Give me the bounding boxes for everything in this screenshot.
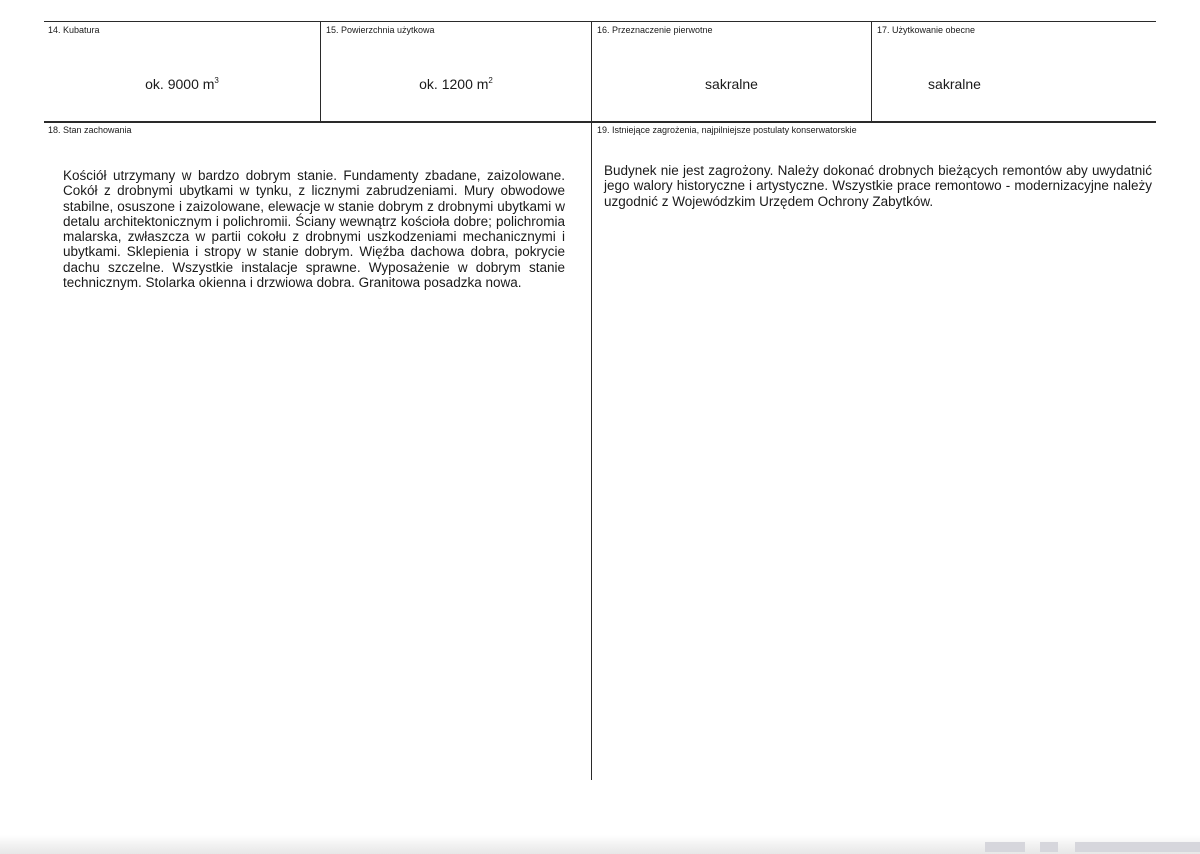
col-divider-1 — [320, 21, 321, 121]
col-divider-2 — [591, 21, 592, 780]
scan-mark-2 — [1040, 842, 1058, 852]
field-17-label: 17. Użytkowanie obecne — [877, 25, 976, 35]
scan-mark-3 — [1075, 842, 1200, 852]
field-15-value — [321, 76, 591, 92]
field-15-exponent: 2 — [488, 76, 493, 85]
field-15-label: 15. Powierzchnia użytkowa — [326, 25, 435, 35]
scan-mark-1 — [985, 842, 1025, 852]
field-14-value — [44, 76, 320, 92]
field-14-value-text: ok. 9000 m — [145, 76, 215, 92]
field-14-exponent: 3 — [214, 76, 219, 85]
field-16-label: 16. Przeznaczenie pierwotne — [597, 25, 713, 35]
field-18-label: 18. Stan zachowania — [48, 125, 132, 135]
field-17-value: sakralne — [928, 76, 981, 92]
field-19-label: 19. Istniejące zagrożenia, najpilniejsze postulaty konserwatorskie — [597, 125, 857, 135]
field-16-value: sakralne — [705, 76, 758, 92]
row-divider — [44, 121, 1156, 123]
field-18-text: Kościół utrzymany w bardzo dobrym stanie. Fundamenty zbadane, zaizolowane. Cokół z drobnymi ubytkami w tynku, z licznymi zabrudzeniami. Mury obwodowe stabilne, osuszone i zaizolowane, elewacje w stanie dobrym z drobnymi ubytkami w detalu architektonicznym i polichromii. Ściany wewnątrz kościoła dobre; polichromia malarska, zwłaszcza w partii cokołu z drobnymi uszkodzeniami mechanicznymi i ubytkami. Sklepienia i stropy w stanie dobrym. Więźba dachowa dobra, pokrycie dachu szczelne. Wszystkie instalacje sprawne. Wyposażenie w dobrym stanie technicznym. Stolarka okienna i drzwiowa dobra. Granitowa posadzka nowa. — [63, 168, 565, 291]
top-border — [44, 21, 1156, 22]
field-14-label: 14. Kubatura — [48, 25, 100, 35]
col-divider-3 — [871, 21, 872, 121]
field-15-value-text: ok. 1200 m — [419, 76, 489, 92]
field-19-text: Budynek nie jest zagrożony. Należy dokonać drobnych bieżących remontów aby uwydatnić jego walory historyczne i artystyczne. Wszystkie prace remontowo - modernizacyjne należy uzgodnić z Wojewódzkim Urzędem Ochrony Zabytków. — [604, 163, 1152, 209]
